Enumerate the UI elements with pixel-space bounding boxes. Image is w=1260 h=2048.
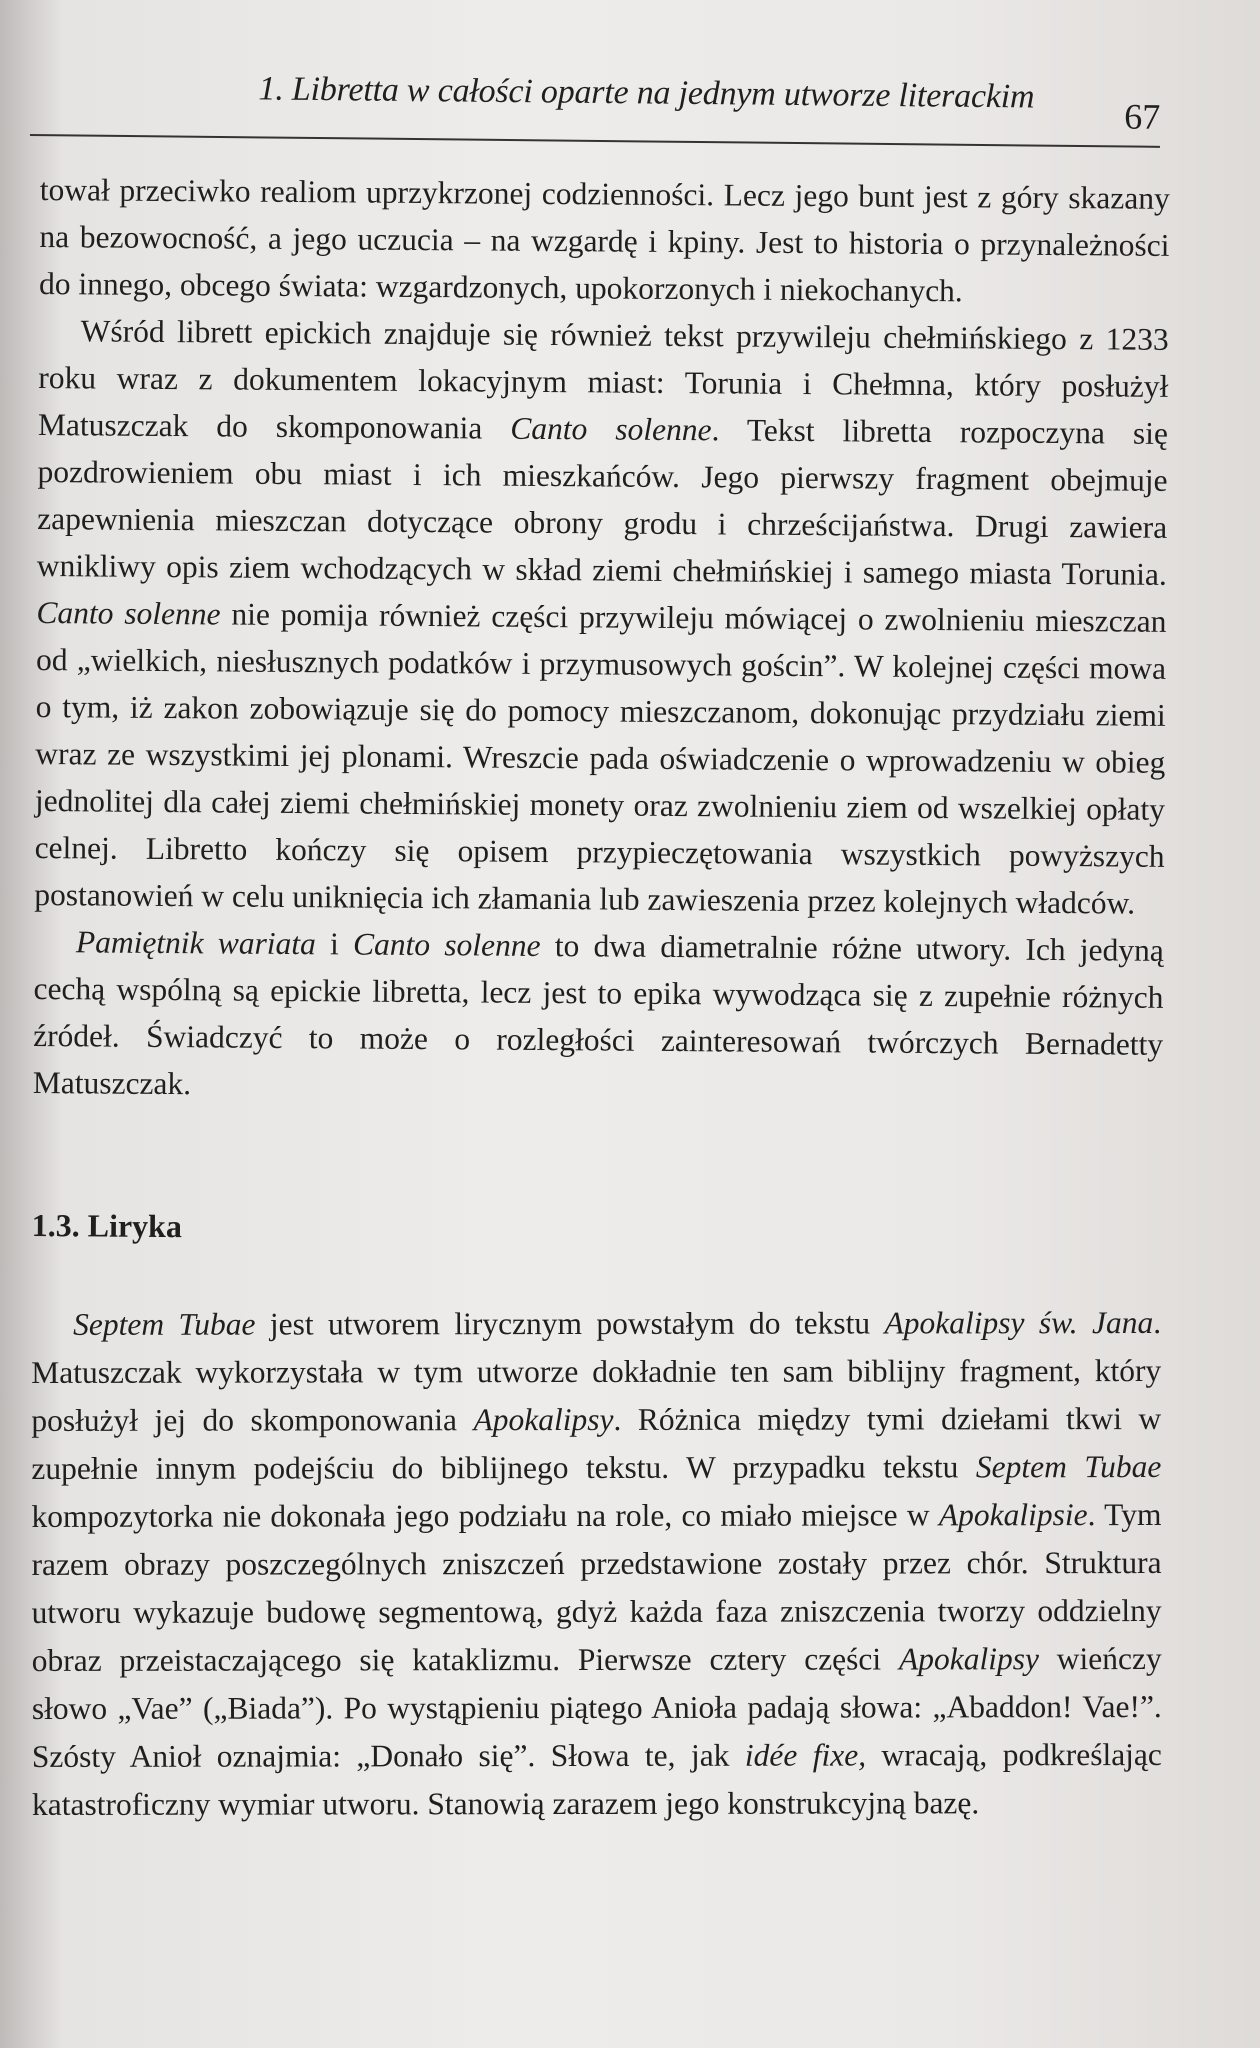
section-body: [31, 1299, 1162, 1829]
italic-title: Pamiętnik wariata: [75, 924, 317, 962]
text-run: . Tym razem obrazy poszczególnych zniszczeń przedstawione zostały przez chór. Struktura utworu wykazuje budowę segmentową, gdyż każda faza zniszczenia tworzy oddzielny obraz przeistaczającego się kataklizmu. Pierwsze cztery części: [31, 1496, 1162, 1678]
italic-title: Apokalipsy: [473, 1401, 614, 1438]
text-run: tował przeciwko realiom uprzykrzonej codzienności. Lecz jego bunt jest z góry skazany na bezowocność, a jego uczucia – na wzgardę i kpiny. Jest to historia o przynależności do innego, obcego świata: wzgardzonych, upokorzonych i niekochanych.: [38, 171, 1170, 309]
text-run: . Różnica między tymi dziełami tkwi w zupełnie innym podejściu do biblijnego tekstu. W przypadku tekstu: [31, 1400, 1162, 1486]
text-run: kompozytorka nie dokonała jego podziału na role, co miało miejsce w: [31, 1497, 939, 1534]
section-heading: 1.3. Liryka: [31, 1206, 183, 1245]
italic-title: Apokalipsie: [938, 1497, 1088, 1533]
running-title: 1. Libretta w całości oparte na jednym utworze literackim: [258, 70, 1035, 116]
paragraph: [34, 307, 1169, 927]
text-run: nie pomija również części przywileju mówiącej o zwolnieniu mieszczan od „wielkich, niesłusznych podatków i przymusowych gościn”. W kolejnej części mowa o tym, iż zakon zobowiązuje się do pomocy mieszczanom, dokonując przydziału ziemi wraz ze wszystkimi jej plonami. Wreszcie pada oświadczenie o wprowadzeniu w obieg jednolitej dla całej ziemi chełmińskiej monety oraz zwolnieniu ziem od wszelkiej opłaty celnej. Libretto kończy się opisem przypieczętowania wszystkich powyższych postanowień w celu uniknięcia ich złamania lub zawieszenia przez kolejnych władców.: [34, 596, 1167, 921]
paragraph: [39, 166, 1170, 316]
italic-title: Canto solenne: [510, 410, 712, 448]
italic-title: Septem Tubae: [73, 1306, 256, 1342]
italic-title: Apokalipsy: [898, 1641, 1039, 1677]
text-run: jest utworem lirycznym powstałym do tekstu: [255, 1305, 885, 1342]
text-run: wracają, podkreślając katastroficzny wymiar utworu. Stanowią zarazem jego konstrukcyjną bazę.: [31, 1736, 1162, 1822]
text-run: . Matuszczak wykorzystała w tym utworze dokładnie ten sam biblijny fragment, który posłużył jej do skomponowania: [31, 1304, 1162, 1438]
italic-title: idée fixe,: [744, 1737, 867, 1773]
text-run: to dwa diametralnie różne utwory. Ich jedyną cechą wspólną są epickie libretta, lecz jest to epika wywodząca się z zupełnie różnych źródeł. Świadczyć to może o rozległości zainteresowań twórczych Bernadetty Matuszczak.: [32, 927, 1164, 1102]
paragraph: [31, 1299, 1162, 1829]
italic-title: Canto solenne: [352, 926, 541, 963]
text-run: wieńczy słowo „Vae” („Biada”). Po wystąpieniu piątego Anioła padają słowa: „Abaddon! Vae!”. Szósty Anioł oznajmia: „Donało się”. Słowa te, jak: [31, 1640, 1162, 1774]
text-run: . Tekst libretta rozpoczyna się pozdrowieniem obu miast i ich mieszkańców. Jego pierwszy fragment obejmuje zapewnienia mieszczan dotyczące obrony grodu i chrześcijaństwa. Drugi zawiera wnikliwy opis ziem wchodzących w skład ziemi chełmińskiej i samego miasta Torunia.: [36, 412, 1169, 592]
running-header: [30, 58, 1161, 148]
italic-title: Canto solenne: [36, 594, 221, 632]
paragraph: [33, 918, 1164, 1115]
italic-title: Apokalipsy św. Jana: [884, 1305, 1154, 1341]
page-number: 67: [1124, 96, 1161, 137]
text-run: i: [315, 926, 354, 962]
italic-title: Septem Tubae: [975, 1448, 1162, 1485]
body-text: [27, 166, 1170, 1838]
text-run: Wśród librett epickich znajduje się również tekst przywileju chełmińskiego z 1233 roku wraz z dokumentem lokacyjnym miast: Torunia i Chełmna, który posłużył Matuszczak do skomponowania: [37, 313, 1169, 446]
